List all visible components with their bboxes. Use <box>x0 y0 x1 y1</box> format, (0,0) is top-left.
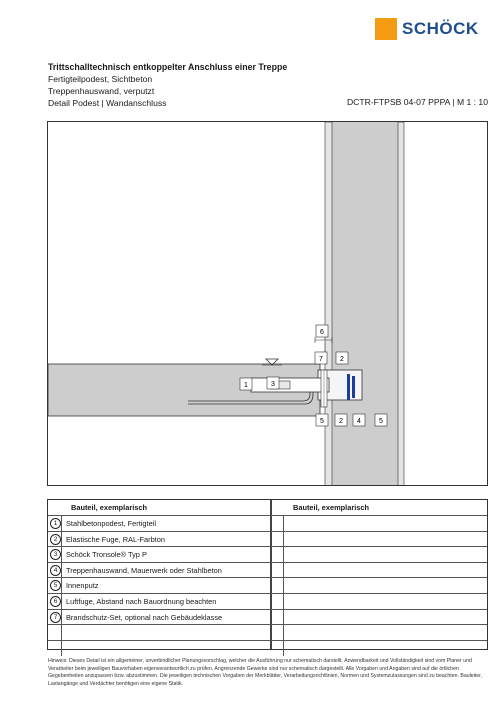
legend-row-empty <box>48 640 270 657</box>
legend-row-number-cell <box>48 641 62 657</box>
brand-name: SCHÖCK <box>402 19 479 38</box>
legend-row-empty <box>270 624 487 641</box>
legend-item-number: 5 <box>50 580 61 591</box>
svg-text:2: 2 <box>340 356 344 363</box>
title-line1: Trittschalltechnisch entkoppelter Anschluss einer Treppe <box>48 62 288 72</box>
legend-row-empty <box>270 562 487 579</box>
svg-text:2: 2 <box>339 418 343 425</box>
svg-text:5: 5 <box>379 418 383 425</box>
disclaimer-note: Hinweis: Dieses Detail ist ein allgemeiner, unverbindlicher Planungsvorschlag, welcher die Ausführung nur schematisch darstellt. Anwendbarkeit und Vollständigkeit sind vom Planer und Verarbeiter beim jeweiligen Bauvorhaben eigenverantwortlich zu prüfen. Angrenzende Gewerke sind nur schematisch dargestellt. Alle Vorgaben und Angaben sind auf die örtlichen Gegebenheiten anzupassen bzw. abzustimmen. Die jeweiligen technischen Vorgaben der Merkblätter, Verarbeitungsrichtlinien, Normen und Systemzulassungen sind zu beachten. Bauleiter, Lastangänge und Verdächter benötigen eine eigene Statik. <box>48 658 482 687</box>
svg-text:1: 1 <box>244 382 248 389</box>
callout-5-left <box>316 414 328 426</box>
elastic-bearing-blue <box>347 374 350 400</box>
title-line3: Treppenhauswand, verputzt <box>48 86 155 96</box>
legend-row-number-cell <box>48 532 62 548</box>
legend-item-number: 6 <box>50 596 61 607</box>
legend-row-number-cell <box>270 547 284 563</box>
detail-drawing-svg <box>48 122 488 486</box>
callout-5-right <box>375 414 387 426</box>
legend-row <box>48 609 270 626</box>
legend-item-text: Schöck Tronsole® Typ P <box>66 550 147 560</box>
svg-text:4: 4 <box>357 418 361 425</box>
legend-row <box>48 577 270 594</box>
callout-2-top <box>336 352 348 364</box>
legend-row-empty <box>270 515 487 532</box>
legend-row-empty <box>270 577 487 594</box>
legend-row-empty <box>270 640 487 657</box>
legend-row-number-cell <box>48 625 62 641</box>
legend-header-right: Bauteil, exemplarisch <box>293 503 369 512</box>
legend-item-number: 7 <box>50 612 61 623</box>
legend-row-empty <box>270 593 487 610</box>
brand-logo <box>375 18 485 40</box>
legend-row <box>48 515 270 532</box>
legend-row-number-cell <box>270 532 284 548</box>
component-legend <box>47 499 488 650</box>
svg-text:7: 7 <box>319 356 323 363</box>
legend-row <box>48 593 270 610</box>
plaster-right <box>398 122 404 486</box>
detail-drawing <box>47 121 488 486</box>
legend-row-number-cell <box>270 516 284 532</box>
legend-item-text: Innenputz <box>66 581 99 591</box>
legend-row-number-cell <box>48 547 62 563</box>
legend-item-text: Brandschutz-Set, optional nach Gebäudeklasse <box>66 612 223 622</box>
title-line4: Detail Podest | Wandanschluss <box>48 98 167 108</box>
legend-row-number-cell <box>48 563 62 579</box>
legend-item-number: 1 <box>50 518 61 529</box>
legend-item-text: Stahlbetonpodest, Fertigteil <box>66 519 156 528</box>
brand-mark-icon <box>375 18 397 40</box>
legend-item-number: 4 <box>50 565 61 576</box>
callout-2-bottom <box>335 414 347 426</box>
callout-1 <box>240 378 252 390</box>
legend-item-number: 3 <box>50 549 61 560</box>
legend-row <box>48 546 270 563</box>
legend-row-empty <box>270 609 487 626</box>
callout-3 <box>267 377 279 389</box>
callout-4 <box>353 414 365 426</box>
legend-row <box>48 562 270 579</box>
legend-item-number: 2 <box>50 534 61 545</box>
legend-row-number-cell <box>270 594 284 610</box>
legend-row-number-cell <box>48 610 62 626</box>
plaster-left <box>325 122 332 486</box>
legend-row-empty <box>270 531 487 548</box>
legend-row-number-cell <box>270 578 284 594</box>
callout-6 <box>316 325 328 337</box>
svg-text:6: 6 <box>320 329 324 336</box>
legend-header-left: Bauteil, exemplarisch <box>71 503 147 512</box>
legend-item-text: Luftfuge, Abstand nach Bauordnung beachten <box>66 597 217 606</box>
legend-row-empty <box>270 546 487 563</box>
drawing-reference: DCTR-FTPSB 04-07 PPPA | M 1 : 10 <box>346 97 488 107</box>
svg-text:5: 5 <box>320 418 324 425</box>
legend-row <box>48 531 270 548</box>
legend-row-number-cell <box>270 641 284 657</box>
legend-row-number-cell <box>48 594 62 610</box>
legend-row-number-cell <box>270 625 284 641</box>
legend-row-empty <box>48 624 270 641</box>
legend-item-text: Treppenhauswand, Mauerwerk oder Stahlbeton <box>66 565 222 575</box>
legend-row-number-cell <box>270 563 284 579</box>
legend-item-text: Elastische Fuge, RAL-Farbton <box>66 534 165 544</box>
legend-row-number-cell <box>48 578 62 594</box>
callout-7 <box>315 352 327 364</box>
title-line2: Fertigteilpodest, Sichtbeton <box>48 74 153 84</box>
legend-row-number-cell <box>48 516 62 532</box>
svg-text:3: 3 <box>271 381 275 388</box>
legend-row-number-cell <box>270 610 284 626</box>
wall-masonry <box>332 122 398 486</box>
